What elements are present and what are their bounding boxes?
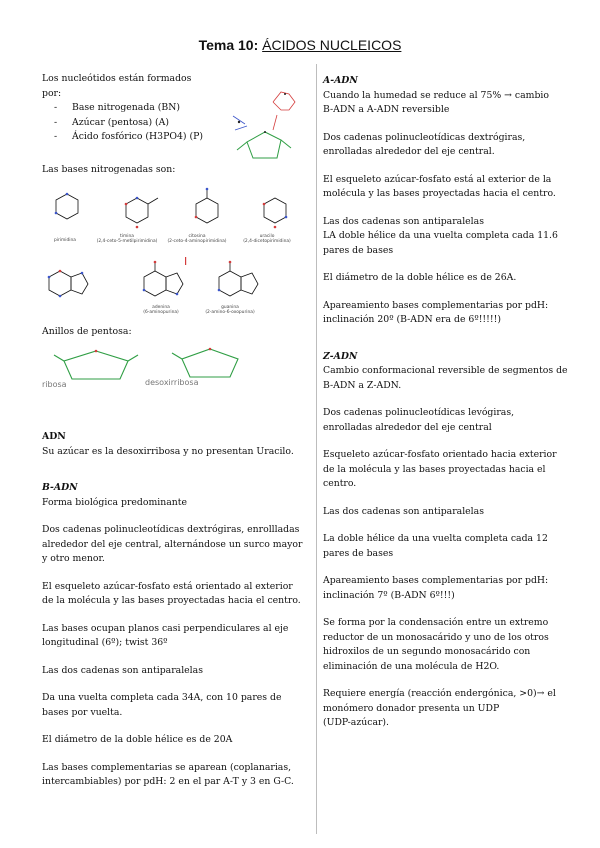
- uracil-systematic-name: (2,4-dicetopirimidina): [243, 239, 291, 244]
- paragraph-line: Las bases ocupan planos casi perpendiculares al eje: [42, 622, 289, 634]
- adenine-name: adenina: [152, 305, 170, 310]
- uracil-caption: [236, 234, 298, 244]
- component-item: - Azúcar (pentosa) (A): [42, 116, 242, 131]
- cytosine-name: citosina: [188, 234, 206, 239]
- uracil-name: uracilo: [259, 234, 275, 239]
- thymine-systematic-name: (2,4-ceto-5-metilpirimidina): [96, 239, 158, 244]
- paragraph-line: Se forma por la condensación entre un extremo: [323, 617, 549, 628]
- adenine-systematic-name: (6-aminopurina): [143, 310, 179, 315]
- badn-heading: B-ADN: [42, 482, 78, 493]
- paragraph-line: LA doble hélice da una vuelta completa cada 11.6: [323, 230, 558, 241]
- paragraph-line: Las dos cadenas son antiparalelas: [42, 664, 203, 676]
- paragraph-line: Cambio conformacional reversible de segmentos de: [323, 365, 568, 376]
- aadn-paragraphs: [323, 89, 573, 328]
- guanine-systematic-name: (2-amino-6-oxopurina): [205, 310, 255, 315]
- column-divider: [316, 64, 317, 834]
- paragraph-line: Las bases complementarias se aparean (coplanarias,: [42, 761, 292, 773]
- pyrimidine-caption: pirimidina: [53, 238, 76, 243]
- paragraph-line: intercambiables) por pdH: 2 en el par A-T y 3 en G-C.: [42, 776, 294, 787]
- paragraph-line: La doble hélice da una vuelta completa cada 12: [323, 533, 548, 544]
- left-text-column: [42, 430, 310, 790]
- paragraph-line: Las dos cadenas son antiparalelas: [323, 505, 484, 517]
- guanine-name: guanina: [221, 305, 239, 310]
- nucleotide-intro: [42, 72, 242, 145]
- paragraph-line: pares de bases: [323, 547, 394, 559]
- paragraph-line: pares de bases: [323, 244, 394, 256]
- nucleotide-structure-figure: [225, 80, 315, 175]
- paragraph-line: longitudinal (6º); twist 36º: [42, 637, 168, 648]
- paragraph-line: enrolladas alrededor del eje central.: [323, 146, 495, 157]
- bases-heading: Las bases nitrogenadas son:: [42, 164, 176, 175]
- adn-text: Su azúcar es la desoxirribosa y no presentan Uracilo.: [42, 445, 294, 457]
- paragraph-line: alrededor del eje central, alternándose un surco mayor: [42, 538, 303, 550]
- zadn-heading: Z-ADN: [323, 350, 358, 362]
- right-text-column: [323, 74, 573, 731]
- paragraph-line: Esqueleto azúcar-fosfato orientado hacia exterior: [323, 449, 557, 460]
- paragraph-line: Dos cadenas polinucleotídicas dextrógiras, enrollladas: [42, 524, 300, 535]
- paragraph-line: bases por vuelta.: [42, 706, 123, 718]
- paragraph-line: Da una vuelta completa cada 34A, con 10 pares de: [42, 692, 282, 703]
- pentose-heading-block: [42, 325, 242, 340]
- paragraph-line: hidroxilos de un segundo monosacárido con: [323, 646, 531, 657]
- paragraph-line: B-ADN a Z-ADN.: [323, 379, 402, 391]
- paragraph-line: Forma biológica predominante: [42, 496, 188, 508]
- intro-line-2: por:: [42, 87, 62, 99]
- title-topic-number: Tema 10:: [198, 37, 259, 53]
- component-item: - Base nitrogenada (BN): [42, 101, 242, 116]
- cytosine-systematic-name: (2-ceto-4-aminopirimidina): [167, 239, 227, 244]
- paragraph-line: Cuando la humedad se reduce al 75% → cambio: [323, 89, 549, 101]
- badn-paragraphs: [42, 496, 310, 790]
- bases-heading-block: [42, 163, 272, 178]
- paragraph-line: El esqueleto azúcar-fosfato está orientado al exterior: [42, 580, 293, 592]
- paragraph-line: inclinación 20º (B-ADN era de 6º!!!!!): [323, 314, 501, 325]
- page-title: [0, 37, 600, 53]
- deoxyribose-label: desoxirribosa: [145, 378, 199, 387]
- paragraph-line: Apareamiento bases complementarias por pdH:: [323, 575, 549, 586]
- cytosine-caption: [166, 234, 228, 244]
- paragraph-line: enrolladas alrededor del eje central: [323, 421, 492, 433]
- zadn-paragraphs: [323, 364, 573, 731]
- ribose-label: ribosa: [42, 380, 67, 389]
- paragraph-line: Las dos cadenas son antiparalelas: [323, 215, 484, 227]
- aadn-heading: A-ADN: [323, 75, 358, 86]
- paragraph-line: (UDP-azúcar).: [323, 717, 390, 728]
- paragraph-line: de la molécula y las bases proyectadas hacia el: [323, 463, 546, 475]
- paragraph-line: y otro menor.: [42, 553, 105, 564]
- paragraph-line: B-ADN a A-ADN reversible: [323, 104, 450, 115]
- paragraph-line: monómero donador presenta un UDP: [323, 702, 500, 714]
- paragraph-line: El diámetro de la doble hélice es de 20A: [42, 734, 233, 745]
- guanine-caption: [200, 305, 260, 315]
- paragraph-line: reductor de un monosacárido y uno de los otros: [323, 631, 549, 643]
- paragraph-line: El diámetro de la doble hélice es de 26A.: [323, 272, 517, 283]
- paragraph-line: Dos cadenas polinucleotídicas levógiras,: [323, 407, 515, 418]
- title-topic-name: ÁCIDOS NUCLEICOS: [262, 37, 402, 53]
- paragraph-line: inclinación 7º (B-ADN 6º!!!): [323, 589, 455, 601]
- component-list: [42, 101, 242, 145]
- component-item: - Ácido fosfórico (H3PO4) (P): [42, 130, 242, 145]
- paragraph-line: eliminación de una molécula de H2O.: [323, 660, 500, 672]
- paragraph-line: Dos cadenas polinucleotídicas dextrógiras,: [323, 131, 526, 143]
- adn-heading: ADN: [42, 431, 66, 442]
- paragraph-line: centro.: [323, 478, 357, 489]
- paragraph-line: molécula y las bases proyectadas hacia el centro.: [323, 188, 556, 199]
- thymine-name: timina: [120, 234, 134, 239]
- adenine-caption: [136, 305, 186, 315]
- paragraph-line: El esqueleto azúcar-fosfato está al exterior de la: [323, 173, 552, 185]
- intro-line-1: Los nucleótidos están formados: [42, 73, 192, 84]
- paragraph-line: de la molécula y las bases proyectadas hacia el centro.: [42, 595, 301, 606]
- pentose-heading: Anillos de pentosa:: [42, 326, 132, 337]
- paragraph-line: Requiere energía (reacción endergónica, >0)→ el: [323, 688, 556, 699]
- paragraph-line: Apareamiento bases complementarias por pdH:: [323, 299, 549, 311]
- thymine-caption: [96, 234, 158, 244]
